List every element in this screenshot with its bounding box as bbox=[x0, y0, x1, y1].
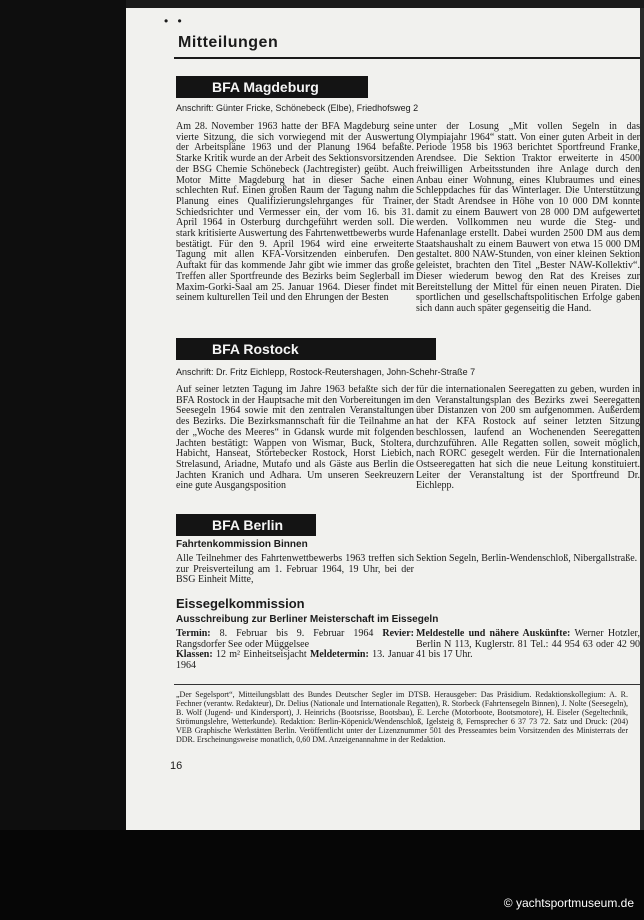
watermark: © yachtsportmuseum.de bbox=[503, 896, 634, 910]
section-title: Mitteilungen bbox=[178, 34, 279, 51]
magdeburg-column-right: unter der Losung „Mit vollen Segeln in das Olympiajahr 1964“ statt. Von einer guten Arbeit in der Periode 1958 bis 1963 berichtet Sportfreund Franke, Arendsee. Die Sektion Traktor erweiterte in 4500 freiwilligen Arbeitsstunden ihre Anlage durch den Anbau einer Wohnung, eines Klubraumes und eines Schleppdaches für das Winterlager. Die Unterstützung der Stadt Arendsee in Höhe von 10 000 DM konnte damit zu einem Bauwert von 28 000 DM aufgewertet werden. Vollkommen neu wurde die Steg- und Hafenanlage erstellt. Dabei wurden 2500 DM aus dem Staatshaushalt zu einem Bauwert von etwa 15 000 DM gestaltet. 800 NAW-Stunden, von einer kleinen Sektion geleistet, brachten den Titel „Bester NAW-Kollektiv“. Dieser wiederum bewog den Rat des Kreises zur Bereitstellung der Mittel für einen neuen Piraten. Die sportlichen und gesellschaftspolitischen Erfolge gaben sich dann auch später gegenseitig die Hand. bbox=[416, 122, 640, 314]
imprint-text: „Der Segelsport“, Mitteilungsblatt des Bundes Deutscher Segler im DTSB. Herausgeber: Das Präsidium. Redaktionskollegium: A. R. Fechner (verantw. Redakteur), Dr. Delius (Nationale und Internationale Regatten), R. Storbeck (Fahrtensegeln Binnen), J. Nolte (Seesegeln), B. Wolf (Jugend- und Kindersport), J. Heinrichs (Bootsrisse, Bootsbau), E. Lerche (Motorboote, Bootsmotore), H. Eiseler (Segeltechnik, Strömungslehre, Wetterkunde). Redaktion: Berlin-Köpenick/Wendenschloß, Igelsteig 8, Fernsprecher 6 37 73 72. Satz und Druck: (204) VEB Graphische Werkstätten Berlin. Veröffentlicht unter der Lizenznummer 501 des Presseamtes beim Vorsitzenden des Ministerrats der DDR. Erscheinungsweise monatlich, 0,60 DM. Anzeigenannahme in der Redaktion. bbox=[176, 690, 628, 744]
klassen-value: 12 m² Einheitseisjacht bbox=[212, 649, 310, 661]
magdeburg-column-left: Am 28. November 1963 hatte der BFA Magdeburg seine vierte Sitzung, die sich vorwiegend mit der Auswertung der Arbeitspläne 1963 und der Planung 1964 befaßte. Starke Kritik wurde an der Arbeit des Sektionsvorsitzenden der BSG Chemie Schönebeck (Jachtregister) geübt. Auch Motor Mitte Magdeburg hat in dieser Sache einen schlechten Ruf. Einen großen Raum der Tagung nahm die Planung eines Qualifizierungslehrganges für Trainer, Schiedsrichter und Vermesser ein, der vom 16. bis 31. April 1964 in Osterburg durchgeführt werden soll. Die stark kritisierte Auswertung des Fahrtenwettbewerbs wurde bestätigt. Für den 9. April 1964 wird eine erweiterte Tagung mit allen KFA-Vorsitzenden einberufen. Den Auftakt für das kommende Jahr gibt wie immer das große Treffen aller Sportfreunde des Bezirks beim Seglerball im Maxim-Gorki-Saal am 25. Januar 1964. Dieser findet mit seinem kulturellen Teil und den Ehrungen der Besten bbox=[176, 122, 414, 304]
meldestelle-label: Meldestelle und nähere Auskünfte: bbox=[416, 629, 571, 639]
meldetermin-label: Meldetermin: bbox=[309, 649, 369, 661]
eissegel-column-right bbox=[416, 629, 640, 673]
berlin-column-right: Sektion Segeln, Berlin-Wendenschloß, Nibergallstraße. bbox=[416, 554, 638, 564]
eissegel-column-left bbox=[176, 629, 414, 673]
meldetermin-value: 13. Januar 1964 bbox=[176, 649, 414, 672]
berlin-subheading: Fahrtenkommission Binnen bbox=[176, 539, 308, 550]
revier-label: Revier: bbox=[382, 629, 414, 639]
eissegel-heading: Eissegelkommission bbox=[176, 596, 305, 611]
address-magdeburg: Anschrift: Günter Fricke, Schönebeck (Elbe), Friedhofsweg 2 bbox=[176, 103, 419, 113]
footer-rule bbox=[174, 684, 640, 685]
meldestelle-value: Werner Hotzler, Berlin N 113, Kuglerstr. 81 Tel.: 44 954 63 oder 42 90 41 bis 17 Uhr. bbox=[416, 629, 640, 661]
address-rostock: Anschrift: Dr. Fritz Eichlepp, Rostock-Reutershagen, John-Schehr-Straße 7 bbox=[176, 367, 476, 377]
scan-shadow-top bbox=[126, 0, 644, 8]
magazine-page bbox=[126, 8, 640, 830]
banner-bfa-berlin: BFA Berlin bbox=[176, 514, 316, 536]
page-right-edge bbox=[640, 8, 644, 830]
klassen-label: Klassen: bbox=[176, 649, 213, 661]
rostock-column-right: für die internationalen Seeregatten zu geben, wurden in den Veranstaltungsplan des Bezirks zwei Seeregatten über Distanzen von 200 sm aufgenommen. Außerdem hat der KFA Rostock auf seiner letzten Sitzung beschlossen, laufend an Wochenenden Seeregatten durchzuführen. Alle Regatten sollen, soweit möglich, nach RORC gesegelt werden. Für die Internationalen Ostseeregatten hat sich die neue Leitung konstituiert. Leiter der Veranstaltung ist der Sportfreund Dr. Eichlepp. bbox=[416, 385, 640, 492]
berlin-column-left: Alle Teilnehmer des Fahrtenwettbewerbs 1963 treffen sich zur Preisverteilung am 1. Februar 1964, 19 Uhr, bei der BSG Einheit Mitte, bbox=[176, 554, 414, 586]
eissegel-subheading: Ausschreibung zur Berliner Meisterschaft im Eissegeln bbox=[176, 614, 439, 625]
banner-bfa-rostock: BFA Rostock bbox=[176, 338, 436, 360]
scan-shadow-left bbox=[0, 0, 126, 920]
page-number: 16 bbox=[170, 760, 183, 772]
revier-value: Rangsdorfer See oder Müggelsee bbox=[176, 638, 310, 650]
termin-label: Termin: bbox=[176, 629, 211, 639]
title-rule bbox=[174, 57, 640, 59]
page-dots: • • bbox=[164, 14, 185, 28]
banner-bfa-magdeburg: BFA Magdeburg bbox=[176, 76, 368, 98]
termin-value: 8. Februar bis 9. Februar 1964 bbox=[210, 629, 383, 639]
rostock-column-left: Auf seiner letzten Tagung im Jahre 1963 befaßte sich der BFA Rostock in der Hauptsache mit den Vorbereitungen im Seesegeln 1964 sowie mit den zentralen Veranstaltungen des Bezirks. Die Bezirksmannschaft für die Teilnahme an der „Woche des Meeres“ in Gdansk wurde mit folgenden Jachten bestätigt: Wappen von Wismar, Buck, Stoltera, Habicht, Hanseat, Störtebecker Rostock, Horst Liebich, Strelasund, Ariadne, Mutafo und als Gäste aus Berlin die Jachten Kranich und Adhara. Um unseren Seekreuzern eine gute Ausgangsposition bbox=[176, 385, 414, 492]
